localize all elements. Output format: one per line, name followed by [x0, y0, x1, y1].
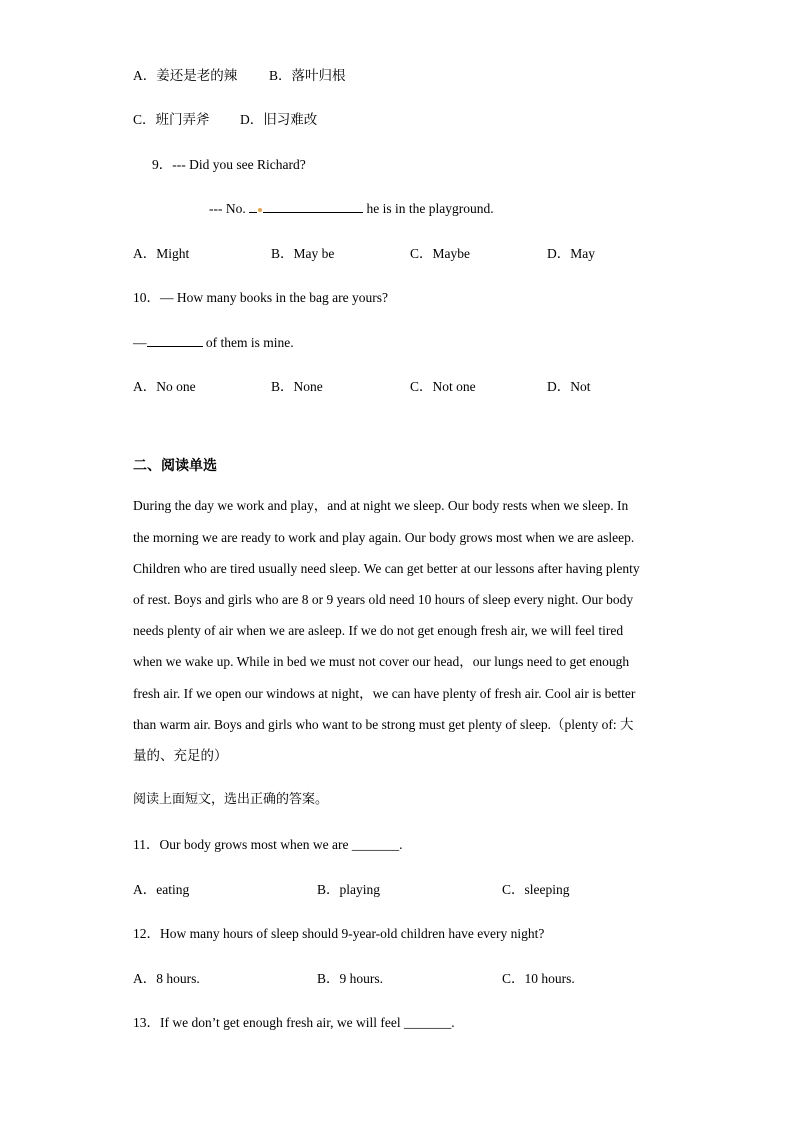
q10-option-d: D．Not [547, 379, 591, 394]
q9-answer-prefix: --- No. [209, 201, 246, 216]
q9-stem: 9．--- Did you see Richard? [152, 157, 306, 172]
q12-stem: 12．How many hours of sleep should 9-year-old children have every night? [133, 926, 545, 941]
q13-stem: 13．If we don’t get enough fresh air, we will feel _______. [133, 1015, 455, 1030]
cursor-mark-icon [258, 208, 262, 212]
passage-line: Children who are tired usually need sleep. We can get better at our lessons after having plenty [133, 561, 640, 576]
passage-line: fresh air. If we open our windows at night，we can have plenty of fresh air. Cool air is better [133, 686, 636, 701]
q8-option-b: B．落叶归根 [269, 68, 346, 83]
q10-blank [147, 334, 203, 347]
passage-line: 量的、充足的） [133, 748, 228, 763]
q8-option-c: C．班门弄斧 [133, 112, 210, 127]
passage-line: During the day we work and play，and at night we sleep. Our body rests when we sleep. In [133, 498, 629, 513]
passage-line: when we wake up. While in bed we must not cover our head，our lungs need to get enough [133, 654, 630, 669]
q10-option-a: A．No one [133, 379, 196, 394]
q9-option-a: A．Might [133, 246, 190, 261]
passage-line: needs plenty of air when we are asleep. If we do not get enough fresh air, we will feel tired [133, 623, 624, 638]
reading-instruction: 阅读上面短文，选出正确的答案。 [133, 792, 329, 807]
q12-option-c: C．10 hours. [502, 971, 575, 986]
passage-line: the morning we are ready to work and play again. Our body grows most when we are asleep. [133, 530, 635, 545]
q8-option-d: D．旧习难改 [240, 112, 318, 127]
passage-line: than warm air. Boys and girls who want to be strong must get plenty of sleep.（plenty of: 大 [133, 717, 634, 732]
q8-option-a: A．姜还是老的辣 [133, 68, 238, 83]
q10-answer-prefix: — [133, 335, 147, 350]
q11-option-c: C．sleeping [502, 882, 570, 897]
q9-option-c: C．Maybe [410, 246, 470, 261]
q9-blank [263, 200, 363, 213]
q9-answer-suffix: he is in the playground. [366, 201, 494, 216]
q10-answer-line [133, 334, 294, 352]
section-title: 二、阅读单选 [133, 458, 217, 474]
q10-answer-suffix: of them is mine. [205, 335, 294, 350]
q9-option-b: B．May be [271, 246, 335, 261]
q11-option-a: A．eating [133, 882, 190, 897]
q9-blank-lead [249, 200, 257, 213]
q11-option-b: B．playing [317, 882, 380, 897]
q12-option-a: A．8 hours. [133, 971, 200, 986]
q9-answer-line [209, 200, 494, 218]
q10-stem: 10．— How many books in the bag are yours? [133, 290, 388, 305]
q12-option-b: B．9 hours. [317, 971, 384, 986]
passage-line: of rest. Boys and girls who are 8 or 9 years old need 10 hours of sleep every night. Our body [133, 592, 634, 607]
q11-stem: 11．Our body grows most when we are _______. [133, 837, 403, 852]
q10-option-c: C．Not one [410, 379, 476, 394]
q10-option-b: B．None [271, 379, 323, 394]
q9-option-d: D．May [547, 246, 595, 261]
